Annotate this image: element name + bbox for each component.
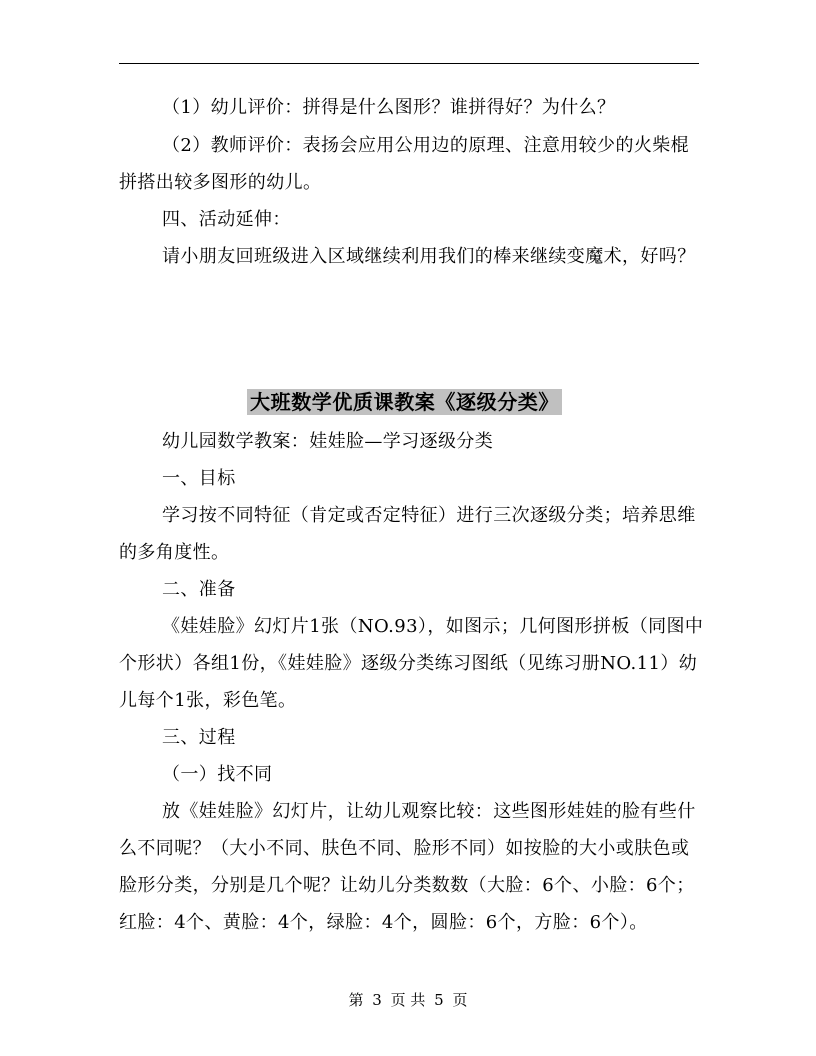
text-line: （2）教师评价：表扬会应用公用边的原理、注意用较少的火柴棍 [162, 135, 690, 156]
text-line: 脸形分类，分别是几个呢？让幼儿分类数数（大脸：6个、小脸：6个； [119, 875, 695, 896]
text-line: 的多角度性。 [119, 542, 230, 563]
text-line: 一、目标 [162, 468, 236, 489]
footer-prefix: 第 [348, 991, 364, 1009]
text-line: （1）幼儿评价：拼得是什么图形？谁拼得好？为什么？ [162, 97, 616, 118]
text-line: 放《娃娃脸》幻灯片，让幼儿观察比较：这些图形娃娃的脸有些什 [162, 801, 696, 822]
text-line: 个形状）各组1份，《娃娃脸》逐级分类练习图纸（见练习册NO.11）幼 [119, 653, 698, 674]
text-line: 儿每个1张，彩色笔。 [119, 690, 297, 711]
current-page-number: 3 [372, 991, 382, 1009]
text-line: 拼搭出较多图形的幼儿。 [119, 172, 322, 193]
text-line: （一）找不同 [162, 764, 273, 785]
page-footer [0, 990, 816, 1010]
text-line: 学习按不同特征（肯定或否定特征）进行三次逐级分类；培养思维 [162, 505, 696, 526]
text-line: 请小朋友回班级进入区域继续利用我们的棒来继续变魔术，好吗？ [162, 246, 696, 267]
text-line: 幼儿园数学教案：娃娃脸—学习逐级分类 [162, 431, 494, 452]
footer-middle: 页 共 [390, 991, 426, 1009]
total-page-count: 5 [434, 991, 444, 1009]
text-line: 三、过程 [162, 727, 236, 748]
text-line: 四、活动延伸： [162, 209, 291, 230]
header-rule [119, 63, 699, 64]
footer-suffix: 页 [452, 991, 468, 1009]
text-line: 红脸：4个、黄脸：4个，绿脸：4个，圆脸：6个，方脸：6个）。 [119, 912, 648, 933]
text-line: 二、准备 [162, 579, 236, 600]
text-line: 么不同呢？（大小不同、肤色不同、脸形不同）如按脸的大小或肤色或 [119, 838, 690, 859]
text-line: 《娃娃脸》幻灯片1张（NO.93），如图示；几何图形拼板（同图中 [162, 616, 704, 637]
section-title: 大班数学优质课教案《逐级分类》 [247, 389, 562, 415]
